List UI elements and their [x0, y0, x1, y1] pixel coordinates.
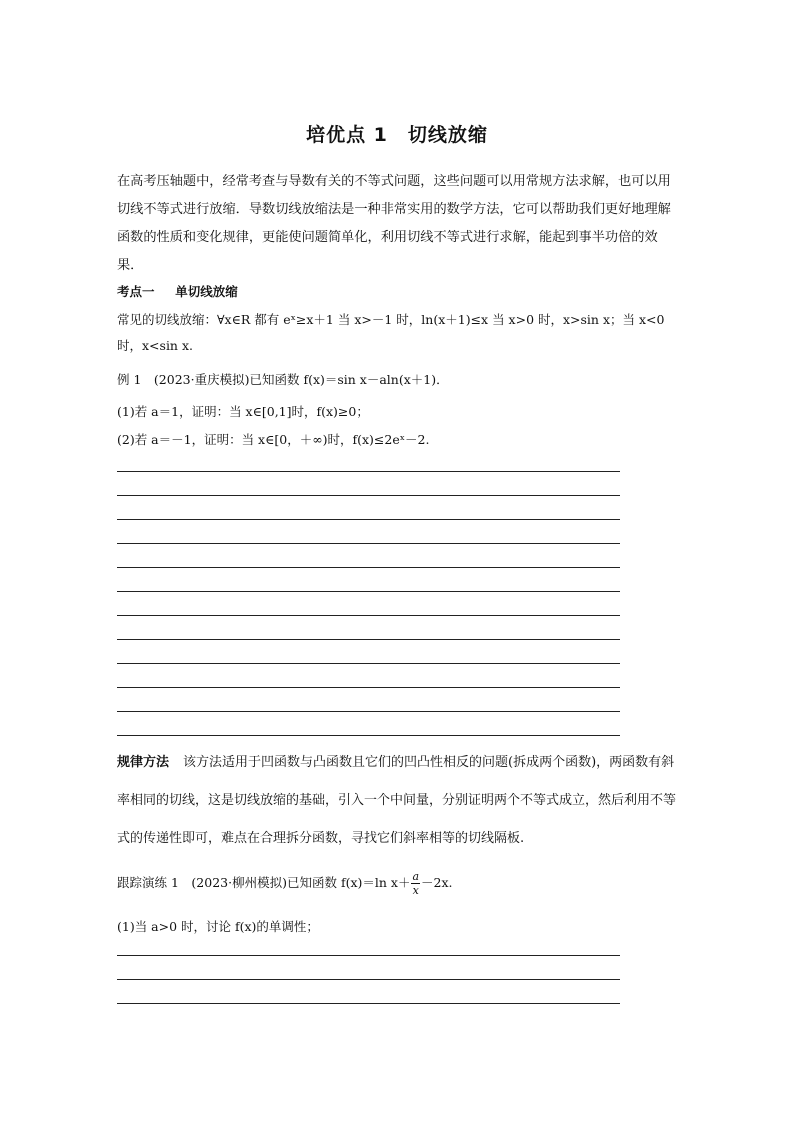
answer-line	[117, 687, 620, 688]
answer-line	[117, 639, 620, 640]
common-inequalities-line2: 时，x<sin x.	[117, 338, 193, 353]
practice-prefix: 跟踪演练 1 (2023·柳州模拟)已知函数 f(x)＝ln x＋	[117, 875, 411, 890]
answer-line	[117, 543, 620, 544]
fraction	[411, 870, 420, 897]
method-text: 该方法适用于凹函数与凸函数且它们的凹凸性相反的问题(拆成两个函数)，两函数有斜率相同的切线，这是切线放缩的基础，引入一个中间量，分别证明两个不等式成立，然后利用不等式的传递性即可，难点在合理拆分函数，寻找它们斜率相等的切线隔板.	[117, 755, 677, 846]
common-inequalities-line1: 常见的切线放缩：∀x∈R 都有 eˣ≥x＋1 当 x>－1 时，ln(x＋1)≤x 当 x>0 时，x>sin x；当 x<0	[117, 312, 665, 327]
answer-line	[117, 615, 620, 616]
answer-line	[117, 955, 620, 956]
answer-line	[117, 591, 620, 592]
example-question-1: (1)若 a＝1，证明：当 x∈[0,1]时，f(x)≥0；	[117, 404, 369, 419]
answer-line	[117, 471, 620, 472]
method-label: 规律方法	[117, 755, 170, 770]
section-label: 考点一	[117, 284, 155, 299]
page-title	[0, 120, 794, 147]
title-number: 培优点 1	[306, 124, 388, 146]
practice-question-1: (1)当 a>0 时，讨论 f(x)的单调性；	[117, 919, 319, 934]
answer-line	[117, 663, 620, 664]
answer-line	[117, 495, 620, 496]
answer-line	[117, 711, 620, 712]
practice-stem	[117, 870, 453, 897]
answer-line	[117, 735, 620, 736]
practice-suffix: －2x.	[421, 875, 453, 890]
title-topic: 切线放缩	[407, 124, 488, 146]
method-box	[117, 744, 677, 858]
fraction-numerator: a	[412, 870, 420, 883]
intro-paragraph: 在高考压轴题中，经常考查与导数有关的不等式问题，这些问题可以用常规方法求解，也可以用切线不等式进行放缩．导数切线放缩法是一种非常实用的数学方法，它可以帮助我们更好地理解函数的性质和变化规律，更能使问题简单化，利用切线不等式进行求解，能起到事半功倍的效果．	[117, 174, 671, 273]
example-question-2: (2)若 a＝－1，证明：当 x∈[0，＋∞)时，f(x)≤2eˣ－2.	[117, 432, 430, 447]
fraction-denominator: x	[412, 884, 419, 897]
example-stem: 例 1 (2023·重庆模拟)已知函数 f(x)＝sin x－aln(x＋1)．	[117, 372, 449, 387]
answer-line	[117, 567, 620, 568]
answer-line	[117, 519, 620, 520]
answer-line	[117, 1003, 620, 1004]
answer-line	[117, 979, 620, 980]
section-name: 单切线放缩	[175, 284, 238, 299]
section-heading	[117, 282, 238, 300]
